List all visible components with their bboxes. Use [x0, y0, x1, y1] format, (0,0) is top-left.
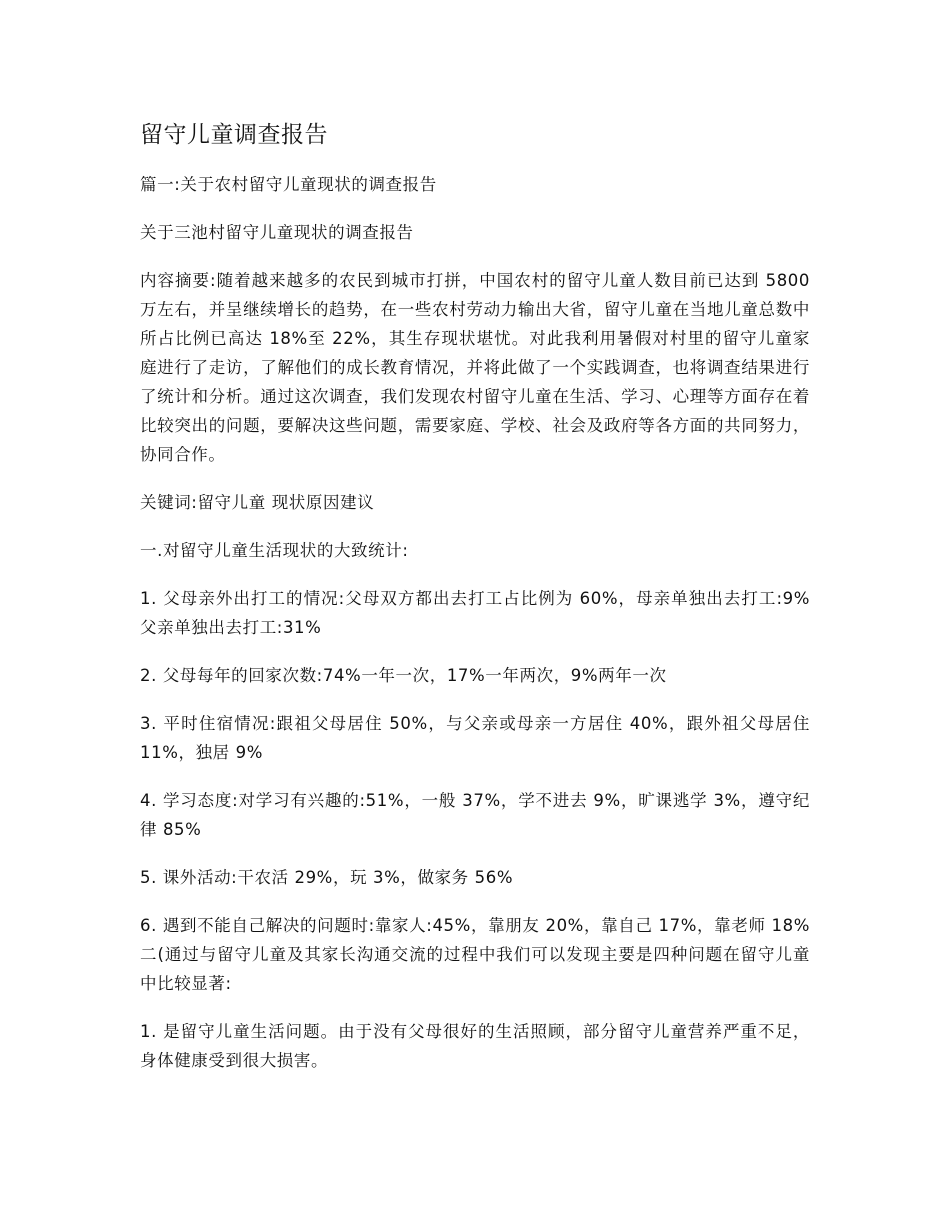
- report-heading: 关于三池村留守儿童现状的调查报告: [140, 223, 414, 242]
- stat-item-1: 1. 父母亲外出打工的情况:父母双方都出去打工占比例为 60%，母亲单独出去打工:9%父亲单独出去打工:31%: [140, 589, 810, 637]
- document-title: 留守儿童调查报告: [140, 122, 328, 148]
- problem-item-1: 1. 是留守儿童生活问题。由于没有父母很好的生活照顾，部分留守儿童营养严重不足，身体健康受到很大损害。: [140, 1022, 810, 1070]
- document-page: [140, 118, 810, 1094]
- stat-item-3: 3. 平时住宿情况:跟祖父母居住 50%，与父亲或母亲一方居住 40%，跟外祖父母居住 11%，独居 9%: [140, 714, 810, 762]
- section-heading-statistics: 一.对留守儿童生活现状的大致统计:: [140, 541, 409, 560]
- subtitle-part-one: 篇一:关于农村留守儿童现状的调查报告: [140, 175, 437, 194]
- stat-item-4: 4. 学习态度:对学习有兴趣的:51%，一般 37%，学不进去 9%，旷课逃学 3%，遵守纪律 85%: [140, 791, 810, 839]
- stat-item-6: 6. 遇到不能自己解决的问题时:靠家人:45%，靠朋友 20%，靠自己 17%，靠老师 18% 二(通过与留守儿童及其家长沟通交流的过程中我们可以发现主要是四种问题在留守儿童中比较显著:: [140, 916, 810, 993]
- stat-item-2: 2. 父母每年的回家次数:74%一年一次，17%一年两次，9%两年一次: [140, 666, 667, 685]
- stat-item-5: 5. 课外活动:干农活 29%，玩 3%，做家务 56%: [140, 868, 514, 887]
- abstract-paragraph: 内容摘要:随着越来越多的农民到城市打拼，中国农村的留守儿童人数目前已达到 5800 万左右，并呈继续增长的趋势，在一些农村劳动力输出大省，留守儿童在当地儿童总数中所占比例已高达 18%至 22%，其生存现状堪忧。对此我利用暑假对村里的留守儿童家庭进行了走访，了解他们的成长教育情况，并将此做了一个实践调查，也将调查结果进行了统计和分析。通过这次调查，我们发现农村留守儿童在生活、学习、心理等方面存在着比较突出的问题，要解决这些问题，需要家庭、学校、社会及政府等各方面的共同努力，协同合作。: [140, 271, 810, 464]
- keywords-line: 关键词:留守儿童 现状原因建议: [140, 493, 375, 512]
